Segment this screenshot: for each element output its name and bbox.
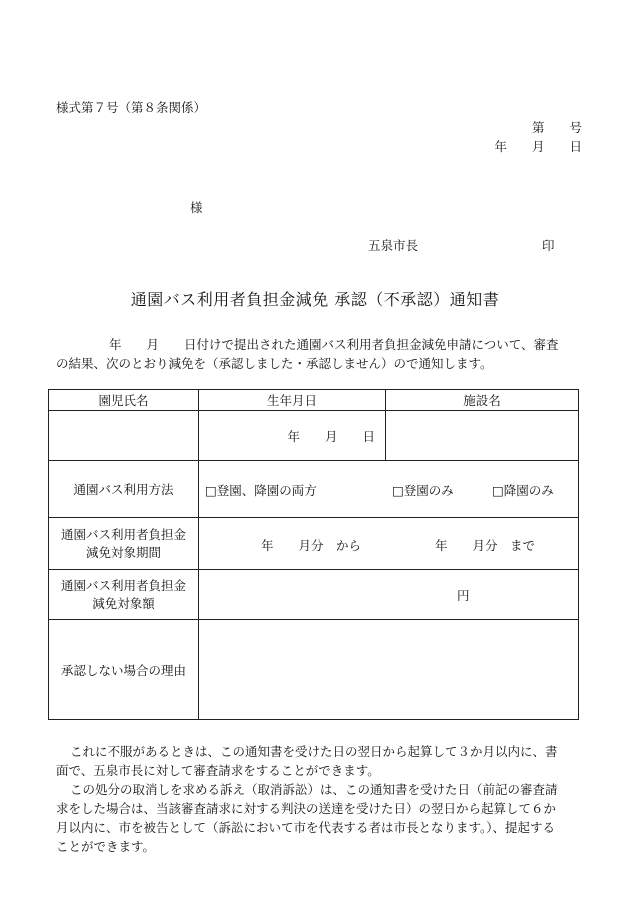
addressee-suffix: 様 <box>190 200 203 215</box>
header-child-name: 園児氏名 <box>49 390 199 411</box>
notice-line-6: ことができます。 <box>56 839 156 854</box>
notice-line-5: 月以内に、市を被告として（訴訟において市を代表する者は市長となります。）、提起する <box>56 820 556 835</box>
option-both-checkbox[interactable]: □登園、降園の両方 <box>205 483 317 498</box>
reason-cell[interactable] <box>199 620 579 720</box>
period-cell[interactable] <box>199 518 579 570</box>
child-name-cell[interactable] <box>49 411 199 461</box>
notice-line-2: 面で、五泉市長に対して審査請求をすることができます。 <box>56 763 380 778</box>
period-label: 通園バス利用者負担金 減免対象期間 <box>49 518 199 570</box>
document-date: 年 月 日 <box>494 139 582 154</box>
period-from: 年 月分 から <box>261 538 362 553</box>
seal-mark: 印 <box>542 238 555 253</box>
method-label: 通園バス利用方法 <box>49 461 199 518</box>
option-dropoff-only-checkbox[interactable]: □登園のみ <box>392 483 454 498</box>
amount-unit: 円 <box>457 588 470 603</box>
notice-paragraphs <box>56 742 586 856</box>
form-label: 様式第７号（第８条関係） <box>56 100 207 115</box>
reason-label: 承認しない場合の理由 <box>49 620 199 720</box>
method-options <box>199 461 579 518</box>
notice-line-1: これに不服があるときは、この通知書を受けた日の翌日から起算して３か月以内に、書 <box>70 744 558 759</box>
period-to: 年 月分 まで <box>435 538 536 553</box>
amount-label: 通園バス利用者負担金 減免対象額 <box>49 570 199 620</box>
issuer-name: 五泉市長 <box>368 238 419 253</box>
header-birth-date: 生年月日 <box>199 390 386 411</box>
facility-cell[interactable] <box>386 411 579 461</box>
document-number: 第 号 <box>531 120 582 135</box>
document-title: 通園バス利用者負担金減免 承認（不承認）通知書 <box>130 290 500 309</box>
intro-line-2: の結果、次のとおり減免を（承認しました・承認しません）ので通知します。 <box>56 356 493 371</box>
birth-date-cell[interactable]: 年 月 日 <box>199 411 386 461</box>
amount-cell[interactable] <box>199 570 579 620</box>
option-pickup-only-checkbox[interactable]: □降園のみ <box>492 483 554 498</box>
notice-form-table <box>48 389 579 720</box>
notice-line-4: 求をした場合は、当該審査請求に対する判決の送達を受けた日）の翌日から起算して６か <box>56 801 557 816</box>
intro-line-1: 年 月 日付けで提出された通園バス利用者負担金減免申請について、審査 <box>109 337 559 352</box>
header-facility: 施設名 <box>386 390 579 411</box>
notice-line-3: この処分の取消しを求める訴え（取消訴訟）は、この通知書を受けた日（前記の審査請 <box>70 782 558 797</box>
